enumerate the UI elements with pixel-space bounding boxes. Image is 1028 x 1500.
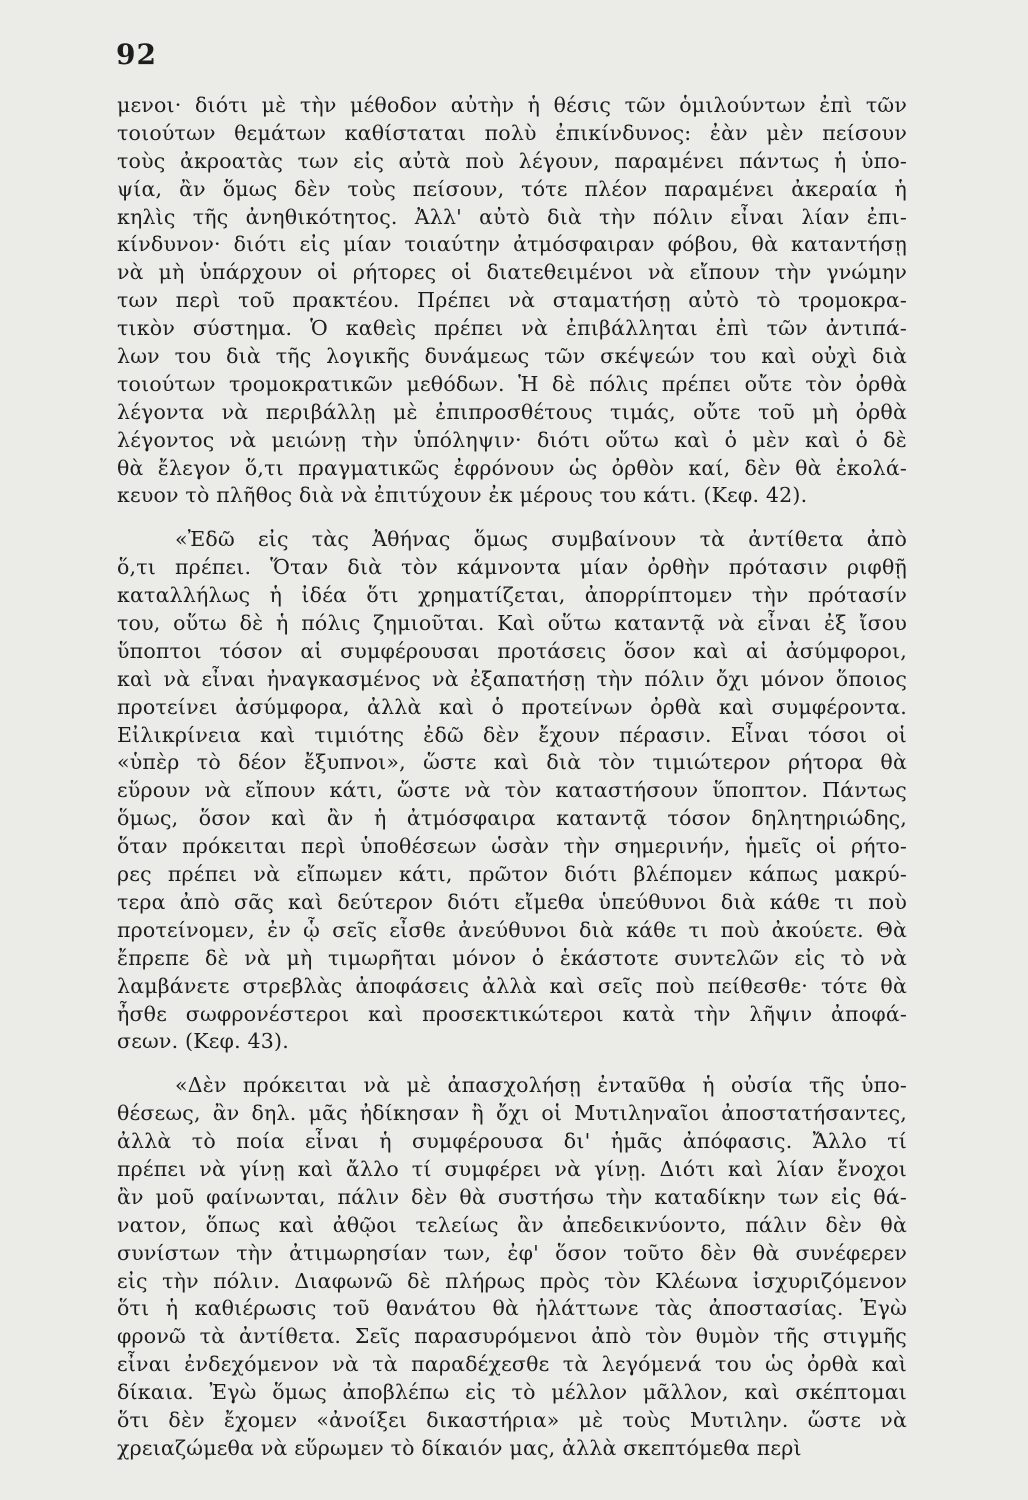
text-line: λέγοντα νὰ περιβάλλῃ μὲ ἐπιπροσθέτους τιμάς, οὔτε τοῦ μὴ ὀρθὰ xyxy=(117,399,907,424)
text-line: ἦσθε σωφρονέστεροι καὶ προσεκτικώτεροι κατὰ τὴν λῆψιν ἀποφά- xyxy=(117,1001,907,1026)
text-line: τοιούτων τρομοκρατικῶν μεθόδων. Ἡ δὲ πόλις πρέπει οὔτε τὸν ὀρθὰ xyxy=(117,371,907,396)
text-line: τικὸν σύστημα. Ὁ καθεὶς πρέπει νὰ ἐπιβάλληται ἐπὶ τῶν ἀντιπά- xyxy=(117,316,907,341)
text-line: ἀλλὰ τὸ ποία εἶναι ἡ συμφέρουσα δι' ἡμᾶς ἀπόφασις. Ἄλλο τί xyxy=(117,1129,907,1154)
text-line: μενοι· διότι μὲ τὴν μέθοδον αὐτὴν ἡ θέσις τῶν ὁμιλούντων ἐπὶ τῶν xyxy=(117,93,907,117)
text-line: εἰς τὴν πόλιν. Διαφωνῶ δὲ πλήρως πρὸς τὸν Κλέωνα ἰσχυριζόμενον xyxy=(117,1268,907,1293)
text-line: ψία, ἂν ὅμως δὲν τοὺς πείσουν, τότε πλέον παραμένει ἀκεραία ἡ xyxy=(117,176,907,201)
text-line: θέσεως, ἂν δηλ. μᾶς ἠδίκησαν ἢ ὄχι οἱ Μυτιληναῖοι ἀποστατήσαντες, xyxy=(117,1101,907,1126)
page-number: 92 xyxy=(116,38,157,71)
paragraph-2 xyxy=(117,526,907,1056)
text-line: κηλὶς τῆς ἀνηθικότητος. Ἀλλ' αὐτὸ διὰ τὴν πόλιν εἶναι λίαν ἐπι- xyxy=(117,204,907,229)
text-line: λαμβάνετε στρεβλὰς ἀποφάσεις ἀλλὰ καὶ σεῖς ποὺ πείθεσθε· τότε θὰ xyxy=(117,973,907,998)
text-line: κίνδυνον· διότι εἰς μίαν τοιαύτην ἀτμόσφαιραν φόβου, θὰ καταντήσῃ xyxy=(117,232,907,257)
paragraph-1 xyxy=(117,92,907,510)
text-line: τοὺς ἀκροατὰς των εἰς αὐτὰ ποὺ λέγουν, παραμένει πάντως ἡ ὑπο- xyxy=(117,148,907,173)
text-line: λέγοντος νὰ μειώνῃ τὴν ὑπόληψιν· διότι οὕτω καὶ ὁ μὲν καὶ ὁ δὲ xyxy=(117,427,907,452)
text-line: Εἰλικρίνεια καὶ τιμιότης ἐδῶ δὲν ἔχουν πέρασιν. Εἶναι τόσοι οἱ xyxy=(117,722,907,747)
body-text xyxy=(117,92,907,1463)
paragraph-gap xyxy=(117,1056,907,1072)
text-line: «Δὲν πρόκειται νὰ μὲ ἀπασχολήσῃ ἐνταῦθα ἡ οὐσία τῆς ὑπο- xyxy=(175,1073,907,1098)
text-line: νατον, ὅπως καὶ ἀθῷοι τελείως ἂν ἀπεδεικνύοντο, πάλιν δὲν θὰ xyxy=(117,1212,907,1237)
text-line: προτείνομεν, ἐν ᾧ σεῖς εἶσθε ἀνεύθυνοι διὰ κάθε τι ποὺ ἀκούετε. Θὰ xyxy=(117,917,907,942)
text-line: θὰ ἔλεγον ὅ,τι πραγματικῶς ἐφρόνουν ὡς ὀρθὸν καί, δὲν θὰ ἐκολά- xyxy=(117,455,907,480)
text-line: «ὑπὲρ τὸ δέον ἔξυπνοι», ὥστε καὶ διὰ τὸν τιμιώτερον ρήτορα θὰ xyxy=(117,750,907,775)
text-line: ὅ,τι πρέπει. Ὅταν διὰ τὸν κάμνοντα μίαν ὀρθὴν πρότασιν ριφθῇ xyxy=(117,555,907,580)
text-line: ὕποπτοι τόσον αἱ συμφέρουσαι προτάσεις ὅσον καὶ αἱ ἀσύμφοροι, xyxy=(117,638,907,663)
text-line: προτείνει ἀσύμφορα, ἀλλὰ καὶ ὁ προτείνων ὀρθὰ καὶ συμφέροντα. xyxy=(117,694,907,719)
text-line: νὰ μὴ ὑπάρχουν οἱ ρήτορες οἱ διατεθειμένοι νὰ εἴπουν τὴν γνώμην xyxy=(117,260,907,285)
text-line: τερα ἀπὸ σᾶς καὶ δεύτερον διότι εἴμεθα ὑπεύθυνοι διὰ κάθε τι ποὺ xyxy=(117,889,907,914)
text-line: συνίστων τὴν ἀτιμωρησίαν των, ἐφ' ὅσον τοῦτο δὲν θὰ συνέφερεν xyxy=(117,1240,907,1265)
text-line: ἔπρεπε δὲ νὰ μὴ τιμωρῆται μόνον ὁ ἑκάστοτε συντελῶν εἰς τὸ νὰ xyxy=(117,945,907,970)
text-line: ὅτι δὲν ἔχομεν «ἀνοίξει δικαστήρια» μὲ τοὺς Μυτιλην. ὥστε νὰ xyxy=(117,1407,907,1432)
text-line: δίκαια. Ἐγὼ ὅμως ἀποβλέπω εἰς τὸ μέλλον μᾶλλον, καὶ σκέπτομαι xyxy=(117,1380,907,1405)
text-line: καὶ νὰ εἶναι ἠναγκασμένος νὰ ἐξαπατήσῃ τὴν πόλιν ὄχι μόνον ὅποιος xyxy=(117,666,907,691)
text-line: ρες πρέπει νὰ εἴπωμεν κάτι, πρῶτον διότι βλέπομεν κάπως μακρύ- xyxy=(117,862,907,887)
text-line: του, οὕτω δὲ ἡ πόλις ζημιοῦται. Καὶ οὕτω καταντᾷ νὰ εἶναι ἐξ ἴσου xyxy=(117,611,907,636)
text-line: ὅμως, ὅσον καὶ ἂν ἡ ἀτμόσφαιρα καταντᾷ τόσον δηλητηριώδης, xyxy=(117,806,907,831)
text-line: εἶναι ἐνδεχόμενον νὰ τὰ παραδέχεσθε τὰ λεγόμενά του ὡς ὀρθὰ καὶ xyxy=(117,1352,907,1377)
text-line: ὅταν πρόκειται περὶ ὑποθέσεων ὡσὰν τὴν σημερινήν, ἡμεῖς οἱ ρήτο- xyxy=(117,834,907,859)
text-line: σεων. (Κεφ. 43). xyxy=(117,1029,289,1054)
text-line: τοιούτων θεμάτων καθίσταται πολὺ ἐπικίνδυνος: ἐὰν μὲν πείσουν xyxy=(117,120,907,145)
text-line: χρειαζώμεθα νὰ εὕρωμεν τὸ δίκαιόν μας, ἀλλὰ σκεπτόμεθα περὶ xyxy=(117,1435,802,1460)
text-line: των περὶ τοῦ πρακτέου. Πρέπει νὰ σταματήσῃ αὐτὸ τὸ τρομοκρα- xyxy=(117,288,907,313)
paragraph-gap xyxy=(117,510,907,526)
paragraph-3 xyxy=(117,1072,907,1462)
text-line: ἂν μοῦ φαίνωνται, πάλιν δὲν θὰ συστήσω τὴν καταδίκην των εἰς θά- xyxy=(117,1184,907,1209)
text-line: πρέπει νὰ γίνῃ καὶ ἄλλο τί συμφέρει νὰ γίνῃ. Διότι καὶ λίαν ἔνοχοι xyxy=(117,1156,907,1181)
text-line: εὕρουν νὰ εἴπουν κάτι, ὥστε νὰ τὸν καταστήσουν ὕποπτον. Πάντως xyxy=(117,778,907,803)
text-line: κευον τὸ πλῆθος διὰ νὰ ἐπιτύχουν ἐκ μέρους του κάτι. (Κεφ. 42). xyxy=(117,483,808,508)
text-line: «Ἐδῶ εἰς τὰς Ἀθήνας ὅμως συμβαίνουν τὰ ἀντίθετα ἀπὸ xyxy=(175,527,907,552)
text-line: λων του διὰ τῆς λογικῆς δυνάμεως τῶν σκέψεών του καὶ οὐχὶ διὰ xyxy=(117,344,907,369)
text-line: ὅτι ἡ καθιέρωσις τοῦ θανάτου θὰ ἠλάττωνε τὰς ἀποστασίας. Ἐγὼ xyxy=(117,1296,907,1321)
text-line: φρονῶ τὰ ἀντίθετα. Σεῖς παρασυρόμενοι ἀπὸ τὸν θυμὸν τῆς στιγμῆς xyxy=(117,1324,907,1349)
text-line: καταλλήλως ἡ ἰδέα ὅτι χρηματίζεται, ἀπορρίπτομεν τὴν πρότασίν xyxy=(117,583,907,608)
